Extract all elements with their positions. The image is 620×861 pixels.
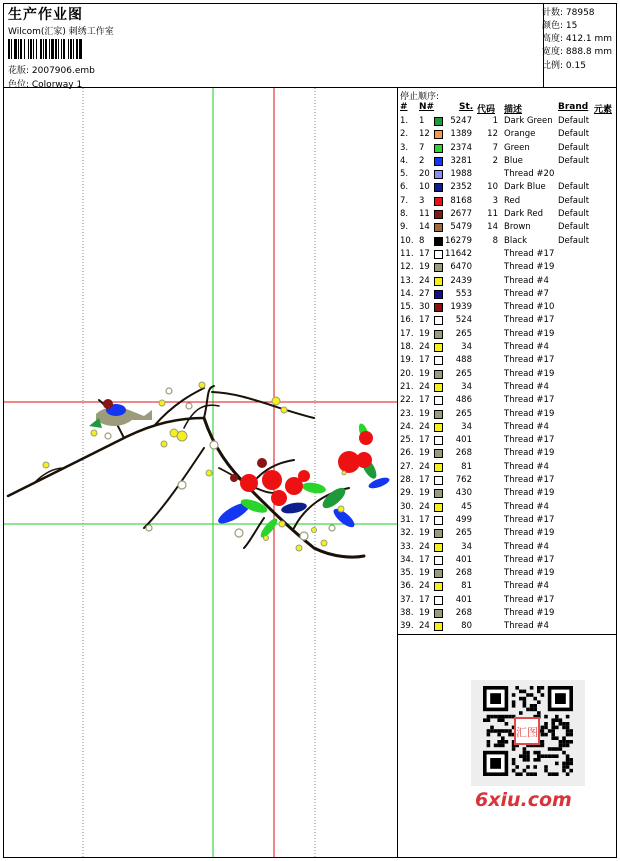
table-row <box>400 394 617 407</box>
row-index: 11. <box>400 248 414 259</box>
row-description: Thread #19 <box>504 408 555 419</box>
table-row <box>400 275 617 288</box>
row-needle: 24 <box>419 461 430 472</box>
table-row <box>400 248 617 261</box>
row-code: 7 <box>492 142 498 153</box>
row-stitches: 1389 <box>450 129 472 140</box>
row-index: 20. <box>400 368 414 379</box>
row-stitches: 34 <box>461 421 472 432</box>
artwork-blossoms <box>43 382 346 551</box>
table-row <box>400 541 617 554</box>
row-index: 33. <box>400 541 414 552</box>
row-stitches: 16279 <box>444 235 472 246</box>
row-stitches: 80 <box>461 621 472 632</box>
row-color-swatch <box>434 197 443 206</box>
stitch-count: 针数: 78958 <box>542 8 595 18</box>
row-stitches: 2677 <box>450 209 472 220</box>
row-stitches: 486 <box>455 395 472 406</box>
color-count: 颜色: 15 <box>542 21 578 31</box>
row-color-swatch <box>434 529 443 538</box>
row-needle: 17 <box>419 475 430 486</box>
header-brand: Brand <box>558 102 589 112</box>
table-row <box>400 368 617 381</box>
row-index: 22. <box>400 395 414 406</box>
row-stitches: 5247 <box>450 116 472 126</box>
table-row <box>400 408 617 421</box>
table-row <box>400 314 617 327</box>
row-description: Thread #19 <box>504 328 555 339</box>
table-row <box>400 567 617 580</box>
row-description: Thread #4 <box>504 461 549 472</box>
row-color-swatch <box>434 144 443 153</box>
table-row <box>400 195 617 208</box>
row-stitches: 2352 <box>450 182 472 193</box>
table-row <box>400 221 617 234</box>
row-needle: 19 <box>419 488 430 499</box>
table-row <box>400 181 617 194</box>
row-stitches: 401 <box>455 435 472 446</box>
row-description: Thread #17 <box>504 435 555 446</box>
row-description: Green <box>504 142 530 153</box>
row-code: 12 <box>487 129 498 140</box>
row-brand: Default <box>558 142 590 153</box>
row-stitches: 3281 <box>450 155 472 166</box>
row-brand: Default <box>558 155 590 166</box>
row-needle: 19 <box>419 368 430 379</box>
row-stitches: 265 <box>455 328 472 339</box>
table-row <box>400 434 617 447</box>
row-code: 14 <box>487 222 498 233</box>
row-stitches: 1988 <box>450 169 472 180</box>
row-color-swatch <box>434 582 443 591</box>
table-row <box>400 447 617 460</box>
row-needle: 24 <box>419 275 430 286</box>
row-description: Thread #20 <box>504 169 555 180</box>
row-index: 3. <box>400 142 409 153</box>
row-stitches: 401 <box>455 554 472 565</box>
row-color-swatch <box>434 503 443 512</box>
row-index: 9. <box>400 222 409 233</box>
row-index: 15. <box>400 302 414 313</box>
row-needle: 7 <box>419 142 425 153</box>
row-code: 3 <box>492 195 498 206</box>
table-row <box>400 594 617 607</box>
row-description: Brown <box>504 222 531 233</box>
table-row <box>400 421 617 434</box>
row-stitches: 81 <box>461 461 472 472</box>
row-description: Thread #17 <box>504 315 555 326</box>
row-index: 30. <box>400 501 414 512</box>
row-needle: 27 <box>419 288 430 299</box>
row-color-swatch <box>434 383 443 392</box>
row-needle: 2 <box>419 155 425 166</box>
colorway-label: 色位: Colorway 1 <box>8 80 83 90</box>
design-file-label: 花版: 2007906.emb <box>8 66 95 76</box>
row-needle: 19 <box>419 408 430 419</box>
row-color-swatch <box>434 543 443 552</box>
row-brand: Default <box>558 129 590 140</box>
row-stitches: 2439 <box>450 275 472 286</box>
row-index: 17. <box>400 328 414 339</box>
row-index: 35. <box>400 568 414 579</box>
design-height: 高度: 412.1 mm <box>542 34 613 44</box>
row-code: 8 <box>492 235 498 246</box>
row-needle: 12 <box>419 129 430 140</box>
row-code: 2 <box>492 155 498 166</box>
table-row <box>400 381 617 394</box>
row-index: 39. <box>400 621 414 632</box>
row-stitches: 45 <box>461 501 472 512</box>
row-color-swatch <box>434 436 443 445</box>
row-stitches: 401 <box>455 594 472 605</box>
row-index: 23. <box>400 408 414 419</box>
row-color-swatch <box>434 277 443 286</box>
row-color-swatch <box>434 609 443 618</box>
row-needle: 14 <box>419 222 430 233</box>
table-row <box>400 288 617 301</box>
row-stitches: 499 <box>455 514 472 525</box>
row-stitches: 34 <box>461 381 472 392</box>
row-needle: 24 <box>419 421 430 432</box>
row-color-swatch <box>434 210 443 219</box>
row-color-swatch <box>434 223 443 232</box>
seal-text: 汇图 <box>516 726 538 739</box>
row-description: Thread #4 <box>504 501 549 512</box>
row-stitches: 265 <box>455 528 472 539</box>
row-needle: 17 <box>419 248 430 259</box>
row-needle: 19 <box>419 528 430 539</box>
row-stitches: 34 <box>461 541 472 552</box>
table-row <box>400 115 617 128</box>
table-row <box>400 142 617 155</box>
row-stitches: 8168 <box>450 195 472 206</box>
row-stitches: 268 <box>455 448 472 459</box>
table-row <box>400 461 617 474</box>
row-stitches: 5479 <box>450 222 472 233</box>
row-index: 10. <box>400 235 414 246</box>
row-index: 21. <box>400 381 414 392</box>
row-needle: 24 <box>419 581 430 592</box>
row-needle: 24 <box>419 342 430 353</box>
row-brand: Default <box>558 209 590 220</box>
row-needle: 24 <box>419 621 430 632</box>
row-color-swatch <box>434 396 443 405</box>
row-index: 13. <box>400 275 414 286</box>
row-brand: Default <box>558 235 590 246</box>
table-header <box>400 102 617 114</box>
row-index: 36. <box>400 581 414 592</box>
row-description: Thread #17 <box>504 475 555 486</box>
row-description: Thread #17 <box>504 594 555 605</box>
row-description: Thread #4 <box>504 541 549 552</box>
row-color-swatch <box>434 263 443 272</box>
row-color-swatch <box>434 316 443 325</box>
row-needle: 17 <box>419 355 430 366</box>
row-needle: 20 <box>419 169 430 180</box>
row-code: 11 <box>487 209 498 220</box>
row-color-swatch <box>434 330 443 339</box>
row-needle: 17 <box>419 435 430 446</box>
row-stitches: 1939 <box>450 302 472 313</box>
row-stitches: 268 <box>455 607 472 618</box>
row-needle: 19 <box>419 328 430 339</box>
row-description: Thread #17 <box>504 355 555 366</box>
row-index: 27. <box>400 461 414 472</box>
table-row <box>400 168 617 181</box>
header-needle: N# <box>419 102 435 112</box>
row-color-swatch <box>434 516 443 525</box>
row-description: Blue <box>504 155 523 166</box>
row-description: Thread #4 <box>504 275 549 286</box>
row-color-swatch <box>434 410 443 419</box>
table-row <box>400 514 617 527</box>
row-brand: Default <box>558 222 590 233</box>
row-index: 14. <box>400 288 414 299</box>
table-row <box>400 128 617 141</box>
header-description: 描述 <box>504 105 523 115</box>
row-color-swatch <box>434 356 443 365</box>
row-description: Thread #17 <box>504 395 555 406</box>
table-row <box>400 341 617 354</box>
row-color-swatch <box>434 117 443 126</box>
row-index: 26. <box>400 448 414 459</box>
row-color-swatch <box>434 343 443 352</box>
table-row <box>400 620 617 633</box>
row-description: Thread #17 <box>504 514 555 525</box>
row-stitches: 265 <box>455 408 472 419</box>
row-needle: 11 <box>419 209 430 220</box>
row-index: 31. <box>400 514 414 525</box>
row-stitches: 430 <box>455 488 472 499</box>
table-row <box>400 474 617 487</box>
row-needle: 30 <box>419 302 430 313</box>
row-description: Thread #4 <box>504 421 549 432</box>
row-stitches: 11642 <box>444 248 472 259</box>
row-description: Black <box>504 235 527 246</box>
row-stitches: 268 <box>455 568 472 579</box>
row-code: 1 <box>492 116 498 126</box>
header <box>3 3 617 88</box>
header-stitches: St. <box>459 102 474 112</box>
page-title: 生产作业图 <box>8 7 83 23</box>
design-scale: 比例: 0.15 <box>542 61 586 71</box>
table-row <box>400 527 617 540</box>
table-row <box>400 501 617 514</box>
row-needle: 24 <box>419 381 430 392</box>
row-needle: 24 <box>419 501 430 512</box>
row-brand: Default <box>558 195 590 206</box>
row-index: 2. <box>400 129 409 140</box>
artwork-bird <box>89 399 152 428</box>
row-description: Orange <box>504 129 536 140</box>
row-index: 38. <box>400 607 414 618</box>
row-index: 16. <box>400 315 414 326</box>
row-color-swatch <box>434 170 443 179</box>
row-index: 28. <box>400 475 414 486</box>
row-index: 7. <box>400 195 409 206</box>
row-stitches: 524 <box>455 315 472 326</box>
table-row <box>400 607 617 620</box>
row-stitches: 488 <box>455 355 472 366</box>
table-row <box>400 261 617 274</box>
row-stitches: 2374 <box>450 142 472 153</box>
table-row <box>400 580 617 593</box>
panel-divider-vertical <box>397 88 398 858</box>
row-index: 25. <box>400 435 414 446</box>
row-description: Thread #17 <box>504 554 555 565</box>
row-stitches: 553 <box>455 288 472 299</box>
artwork-branches <box>8 386 364 557</box>
row-index: 6. <box>400 182 409 193</box>
row-index: 19. <box>400 355 414 366</box>
stop-sequence-title: 停止顺序: <box>400 92 440 102</box>
row-color-swatch <box>434 556 443 565</box>
table-row <box>400 301 617 314</box>
row-description: Thread #19 <box>504 528 555 539</box>
artwork-red-flowers <box>230 431 373 506</box>
row-index: 4. <box>400 155 409 166</box>
row-needle: 3 <box>419 195 425 206</box>
row-description: Thread #19 <box>504 568 555 579</box>
row-color-swatch <box>434 596 443 605</box>
row-description: Thread #7 <box>504 288 549 299</box>
company-name: Wilcom(汇家) 刺绣工作室 <box>8 27 114 37</box>
row-color-swatch <box>434 622 443 631</box>
row-color-swatch <box>434 370 443 379</box>
site-logo: 6xiu.com <box>475 789 572 811</box>
row-color-swatch <box>434 290 443 299</box>
row-index: 34. <box>400 554 414 565</box>
table-row <box>400 554 617 567</box>
row-description: Thread #19 <box>504 368 555 379</box>
row-color-swatch <box>434 130 443 139</box>
header-index: # <box>400 102 408 112</box>
row-stitches: 265 <box>455 368 472 379</box>
row-needle: 17 <box>419 315 430 326</box>
row-index: 12. <box>400 262 414 273</box>
row-needle: 17 <box>419 594 430 605</box>
row-description: Red <box>504 195 521 206</box>
row-color-swatch <box>434 476 443 485</box>
row-color-swatch <box>434 157 443 166</box>
row-needle: 19 <box>419 568 430 579</box>
row-color-swatch <box>434 250 443 259</box>
row-description: Thread #4 <box>504 581 549 592</box>
row-index: 8. <box>400 209 409 220</box>
design-width: 宽度: 888.8 mm <box>542 47 613 57</box>
row-description: Thread #4 <box>504 342 549 353</box>
row-stitches: 762 <box>455 475 472 486</box>
row-needle: 19 <box>419 607 430 618</box>
table-row <box>400 487 617 500</box>
row-color-swatch <box>434 237 443 246</box>
row-color-swatch <box>434 463 443 472</box>
row-brand: Default <box>558 116 590 126</box>
row-brand: Default <box>558 182 590 193</box>
row-index: 24. <box>400 421 414 432</box>
row-index: 29. <box>400 488 414 499</box>
row-description: Dark Red <box>504 209 544 220</box>
row-index: 5. <box>400 169 409 180</box>
row-index: 1. <box>400 116 409 126</box>
row-description: Thread #19 <box>504 607 555 618</box>
table-row <box>400 328 617 341</box>
row-description: Thread #4 <box>504 381 549 392</box>
row-stitches: 81 <box>461 581 472 592</box>
table-row <box>400 155 617 168</box>
row-index: 18. <box>400 342 414 353</box>
row-color-swatch <box>434 183 443 192</box>
row-needle: 19 <box>419 262 430 273</box>
row-description: Thread #19 <box>504 262 555 273</box>
row-index: 37. <box>400 594 414 605</box>
row-needle: 17 <box>419 554 430 565</box>
panel-divider-horizontal <box>397 634 617 635</box>
row-color-swatch <box>434 303 443 312</box>
row-needle: 1 <box>419 116 425 126</box>
row-needle: 24 <box>419 541 430 552</box>
row-description: Thread #10 <box>504 302 555 313</box>
embroidery-preview <box>4 88 398 857</box>
row-color-swatch <box>434 449 443 458</box>
qr-code-icon <box>471 680 585 786</box>
row-needle: 10 <box>419 182 430 193</box>
row-needle: 17 <box>419 514 430 525</box>
row-description: Thread #19 <box>504 488 555 499</box>
row-description: Dark Green <box>504 116 553 126</box>
stop-sequence-table <box>400 115 617 634</box>
row-color-swatch <box>434 489 443 498</box>
row-description: Thread #19 <box>504 448 555 459</box>
row-code: 10 <box>487 182 498 193</box>
table-row <box>400 354 617 367</box>
row-color-swatch <box>434 569 443 578</box>
row-stitches: 34 <box>461 342 472 353</box>
row-needle: 17 <box>419 395 430 406</box>
row-needle: 19 <box>419 448 430 459</box>
row-description: Dark Blue <box>504 182 546 193</box>
header-code: 代码 <box>477 105 496 115</box>
table-row <box>400 235 617 248</box>
row-needle: 8 <box>419 235 425 246</box>
barcode-icon <box>8 39 116 59</box>
row-description: Thread #4 <box>504 621 549 632</box>
header-elements: 元素 <box>594 105 613 115</box>
row-stitches: 6470 <box>450 262 472 273</box>
table-row <box>400 208 617 221</box>
row-index: 32. <box>400 528 414 539</box>
row-description: Thread #17 <box>504 248 555 259</box>
row-color-swatch <box>434 423 443 432</box>
